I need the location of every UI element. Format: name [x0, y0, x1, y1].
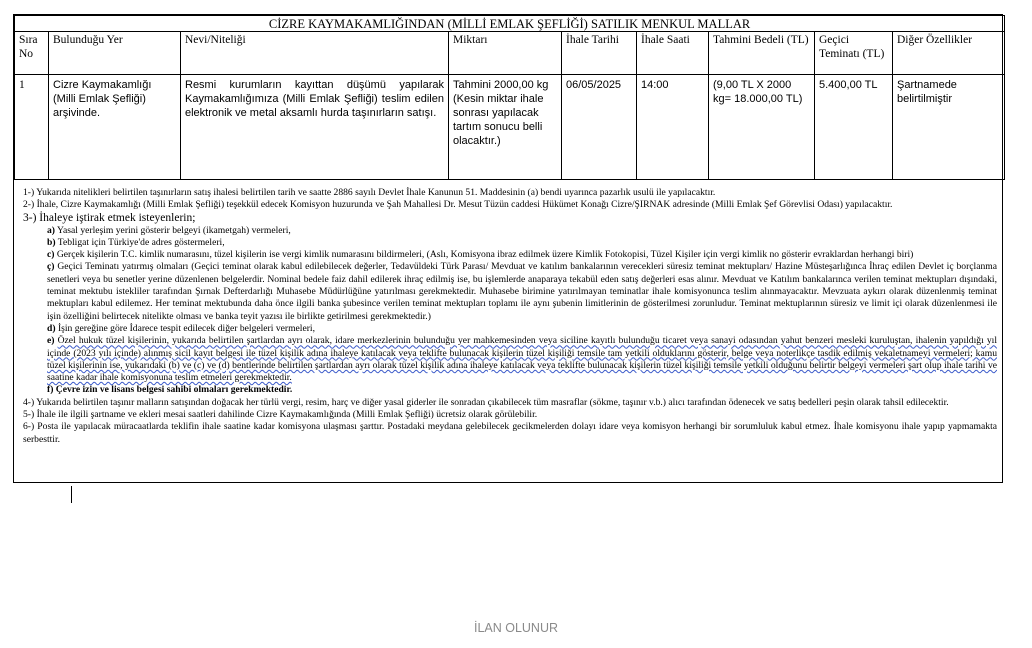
- cell-sira-no: 1: [15, 75, 49, 180]
- item-f: [23, 384, 997, 396]
- item-f-text: Çevre izin ve lisans belgesi sahibi olmaları gerekmektedir.: [55, 384, 293, 396]
- cell-bulundugu-yer: Cizre Kaymakamlığı (Milli Emlak Şefliği) arşivinde.: [49, 75, 181, 180]
- menkul-mallar-table: [14, 15, 1005, 180]
- item-b-text: Tebligat için Türkiye'de adres göstermeleri,: [57, 236, 225, 248]
- header-diger: Diğer Özellikler: [893, 32, 1005, 75]
- paragraph-1: 1-) Yukarıda nitelikleri belirtilen taşınırların satış ihalesi belirtilen tarih ve saatte 2886 sayılı Devlet İhale Kanunun 51. Maddesinin (a) bendi uyarınca pazarlık usulü ile yapılacaktır.: [23, 187, 716, 198]
- table-row: [15, 75, 1005, 180]
- document-frame: [13, 14, 1003, 483]
- item-cc: [23, 261, 997, 322]
- item-a-letter: a): [47, 224, 55, 236]
- header-ihale-saati: İhale Saati: [637, 32, 709, 75]
- header-bulundugu-yer: Bulunduğu Yer: [49, 32, 181, 75]
- item-e-text: Özel hukuk tüzel kişilerinin, yukarıda belirtilen şartlardan ayrı olarak, idare merkezlerinin bulunduğu yer mahkemesinden veya siciline kayıtlı bulunduğu ticaret veya sanayi odasından yahut benzeri mesleki kuruluştan, ihalenin yapıldığı yıl içinde (2023 yılı içinde) alınmış sicil kayıt belgesi ile tüzel kişilik adına ihaleye katılacak veya teklifte bulunacak kişilerin tüzel kişiliği temsile tam yetkili olduklarını gösterir, belge veya noterlikçe tasdik edilmiş vekaletnameyi vermeleri; kamu tüzel kişilerinin ise, yukarıdaki (b) ve (c) ve (d) bentlerinde belirtilen şartlardan ayrı olarak tüzel kişilik adına ihaleye katılacak veya teklifte bulunacak kişilerin tüzel kişiliği temsile yetkili olduğunu belirtir belgeyi vermeleri şart olup ihale tarihi ve saatine kadar ihale komisyonuna teslim etmeleri gerekmektedir.: [47, 335, 997, 384]
- cell-ihale-saati: 14:00: [637, 75, 709, 180]
- item-cc-letter: ç): [47, 261, 55, 273]
- paragraph-2: 2-) İhale, Cizre Kaymakamlığı (Milli Emlak Şefliği) teşekkül edecek Komisyon huzurunda ve Şah Mahallesi Dr. Mesut Tüzün caddesi Hükümet Konağı Cizre/ŞIRNAK adresinde (Milli Emlak Şef Görevlisi Odası) yapılacaktır.: [23, 199, 893, 211]
- cell-tahmini-bedel: (9,00 TL X 2000 kg= 18.000,00 TL): [709, 75, 815, 180]
- cell-miktari: Tahmini 2000,00 kg (Kesin miktar ihale sonrası yapılacak tartım sonucu belli olacaktır.): [449, 75, 562, 180]
- item-c: [23, 249, 997, 261]
- item-a: [23, 225, 997, 237]
- paragraph-4: 4-) Yukarıda belirtilen taşınır malların satışından doğacak her türlü vergi, resim, harç ve diğer yasal giderler ile sonradan çıkabilecek tüm masraflar (sökme, taşınır v.b.) alıcı tarafından ödenecek ve satış bedelleri peşin olarak tahsil edilecektir.: [23, 396, 949, 408]
- cell-gecici-teminat: 5.400,00 TL: [815, 75, 893, 180]
- table-header-row: [15, 32, 1005, 75]
- item-d-text: İşin gereğine göre İdarece tespit edilecek diğer belgeleri vermeleri,: [57, 322, 315, 334]
- paragraph-5: 5-) İhale ile ilgili şartname ve ekleri mesai saatleri dahilinde Cizre Kaymakamlığında (Milli Emlak Şefliği) ücretsiz olarak görülebilir.: [23, 409, 538, 421]
- table-title: CİZRE KAYMAKAMLIĞINDAN (MİLLİ EMLAK ŞEFLİĞİ) SATILIK MENKUL MALLAR: [15, 16, 1005, 32]
- item-a-text: Yasal yerleşim yerini gösterir belgeyi (ikametgah) vermeleri,: [57, 224, 291, 236]
- item-b-letter: b): [47, 236, 56, 248]
- paragraph-6: 6-) Posta ile yapılacak müracaatlarda teklifin ihale saatine kadar komisyona ulaşması şarttır. Postadaki meydana gelebilecek gecikmelerden dolayı idare veya komisyon herhangi bir sorumluluk kabul etmez. İhale komisyonu ihale yapıp yapmamakta serbesttir.: [23, 421, 997, 445]
- paragraph-3: 3-) İhaleye iştirak etmek isteyenlerin;: [23, 211, 196, 224]
- item-c-letter: c): [47, 249, 55, 261]
- item-e: [23, 335, 997, 384]
- cell-diger: Şartnamede belirtilmiştir: [893, 75, 1005, 180]
- item-cc-text: Geçici Teminatı yatırmış olmaları (Geçici teminat olarak kabul edilebilecek değerler, Tedavüldeki Türk Parası/ Mevduat ve katılım bankalarının verecekleri süresiz teminat mektupları/ Hazine Müsteşarlığınca İhraç edilen Devlet iç borçlanma senetleri veya bu senetler yerine düzenlenen belgelerdir. Nominal bedele faiz dahil edilerek ihraç edilmiş ise, bu işlemlerde anaparaya tekabül eden satış değerleri esas alınır. Mevduat ve Katılım bankalarınca verilen teminat mektupları dışındaki, teminat mektubu istekliler tarafından Şırnak Defterdarlığı Muhasebe Müdürlüğüne yatırılması gerekmektedir. Muhasebe birimine yatırılmayan teminatlar ihale komisyonunca teslim alınmayacaktır. Mevzuata aykırı olarak düzenlenmiş teminat mektupları kabul edilemez. Her teminat mektubunda daha önce ilgili banka şubesince verilen teminat mektupları toplamı ile aynı şubenin limitlerinin de gösterilmesi zorunludur. Teminat mektuplarının süresiz ve limit içi olarak düzenlenmesi ile işin özelliğini belirtecek nitelikte olması ve banka teyit yazısı ile birlikte getirilmesi gerekmektedir.): [47, 261, 997, 322]
- cell-ihale-tarihi: 06/05/2025: [562, 75, 637, 180]
- item-e-letter: e): [47, 335, 55, 347]
- header-miktari: Miktarı: [449, 32, 562, 75]
- ilan-olunur-footer: İLAN OLUNUR: [473, 621, 559, 635]
- text-cursor: [71, 486, 72, 503]
- item-d: [23, 323, 997, 335]
- header-sira-no: Sıra No: [15, 32, 49, 75]
- cell-nevi: Resmi kurumların kayıttan düşümü yapılarak Kaymakamlığımıza (Milli Emlak Şefliği) teslim edilen elektronik ve metal aksamlı hurda taşınırların satışı.: [181, 75, 449, 180]
- header-tahmini-bedel: Tahmini Bedeli (TL): [709, 32, 815, 75]
- item-c-text: Gerçek kişilerin T.C. kimlik numarasını, tüzel kişilerin ise vergi kimlik numarasını bildirmeleri, (Aslı, Komisyona ibraz edilmek üzere Kimlik Fotokopisi, Tüzel Kişiler için vergi kimlik no gösterir evraklardan herhangi biri): [56, 249, 914, 261]
- header-nevi: Nevi/Niteliği: [181, 32, 449, 75]
- item-d-letter: d): [47, 322, 56, 334]
- header-ihale-tarihi: İhale Tarihi: [562, 32, 637, 75]
- item-b: [23, 237, 997, 249]
- ilan-body: [23, 187, 997, 446]
- header-gecici-teminat: Geçici Teminatı (TL): [815, 32, 893, 75]
- item-f-letter: f): [47, 384, 54, 396]
